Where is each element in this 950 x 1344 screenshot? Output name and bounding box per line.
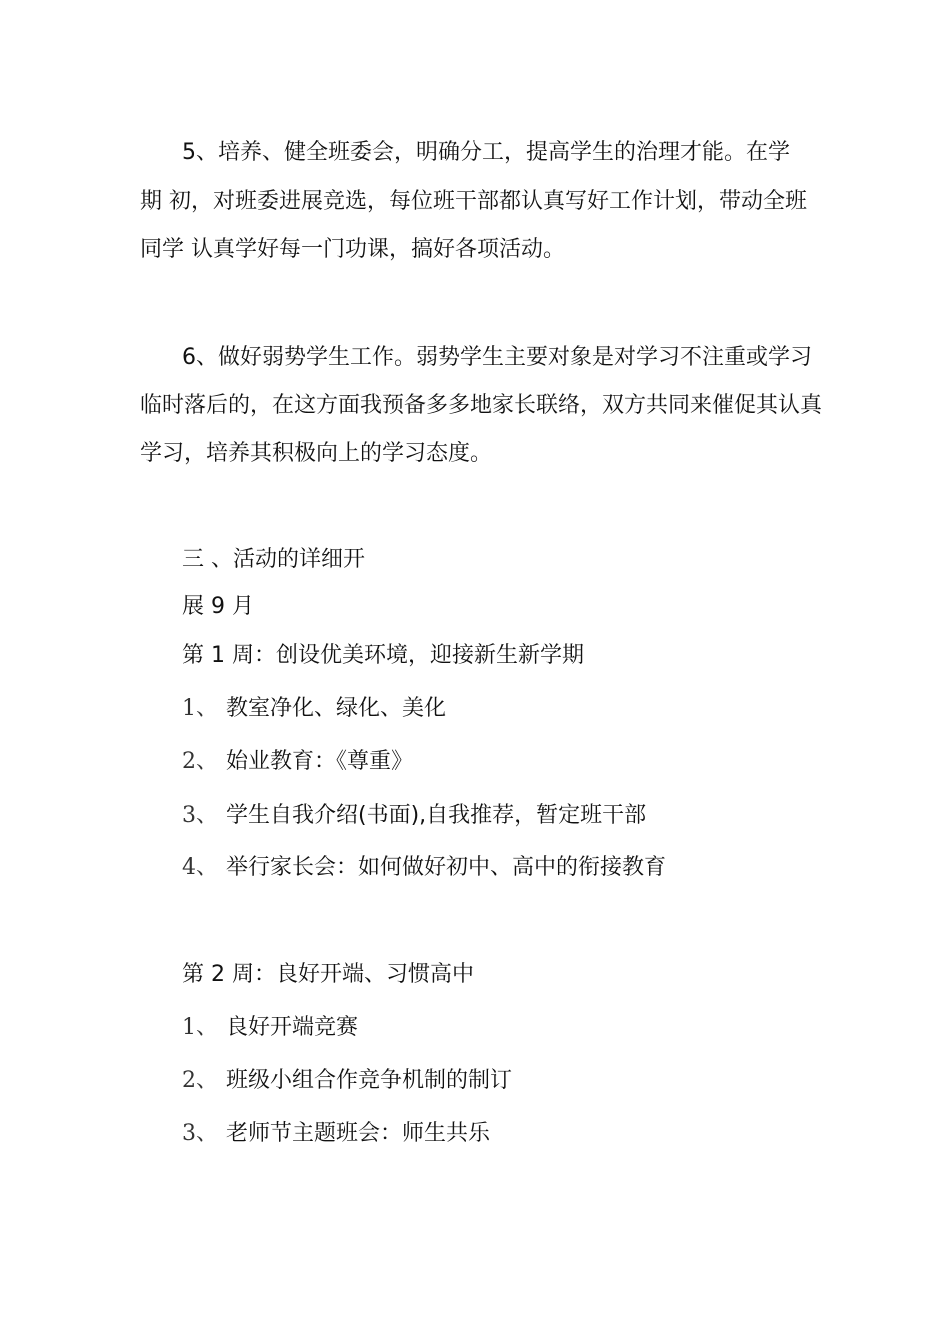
para6-line2: 临时落后的，在这方面我预备多多地家长联络，双方共同来催促其认真 [140, 393, 823, 418]
list-item-text: 始业教育：《尊重》 [226, 749, 414, 774]
list-item [182, 694, 872, 724]
section-heading-cont: 展 9 月 [182, 594, 254, 619]
section-heading: 三 、活动的详细开 [182, 547, 365, 572]
list-item-text: 学生自我介绍(书面),自我推荐，暂定班干部 [226, 803, 647, 828]
list-item [182, 1013, 872, 1043]
para5-line1: 5、培养、健全班委会，明确分工，提高学生的治理才能。在学 [182, 140, 790, 165]
week1-title: 第 1 周：创设优美环境，迎接新生新学期 [182, 643, 584, 668]
list-item [182, 1066, 872, 1096]
list-item-text: 老师节主题班会：师生共乐 [226, 1121, 491, 1146]
list-item [182, 801, 872, 831]
para6-line1: 6、做好弱势学生工作。弱势学生主要对象是对学习不注重或学习 [182, 345, 812, 370]
list-item-number: 2、 [182, 749, 218, 774]
list-item-number: 1、 [182, 696, 218, 721]
list-item-text: 良好开端竞赛 [226, 1015, 359, 1040]
para5-line3: 同学 认真学好每一门功课，搞好各项活动。 [140, 237, 565, 262]
list-item-number: 2、 [182, 1068, 218, 1093]
list-item-number: 3、 [182, 1121, 218, 1146]
list-item-number: 1、 [182, 1015, 218, 1040]
list-item [182, 747, 872, 777]
list-item-number: 3、 [182, 803, 218, 828]
list-item [182, 853, 872, 883]
week2-title: 第 2 周：良好开端、习惯高中 [182, 962, 474, 987]
list-item-text: 教室净化、绿化、美化 [226, 696, 447, 721]
list-item-number: 4、 [182, 855, 218, 880]
para5-line2: 期 初，对班委进展竞选，每位班干部都认真写好工作计划，带动全班 [140, 189, 807, 214]
list-item-text: 举行家长会：如何做好初中、高中的衔接教育 [226, 855, 667, 880]
para6-line3: 学习，培养其积极向上的学习态度。 [140, 441, 493, 466]
list-item-text: 班级小组合作竞争机制的制订 [226, 1068, 513, 1093]
list-item [182, 1119, 872, 1149]
